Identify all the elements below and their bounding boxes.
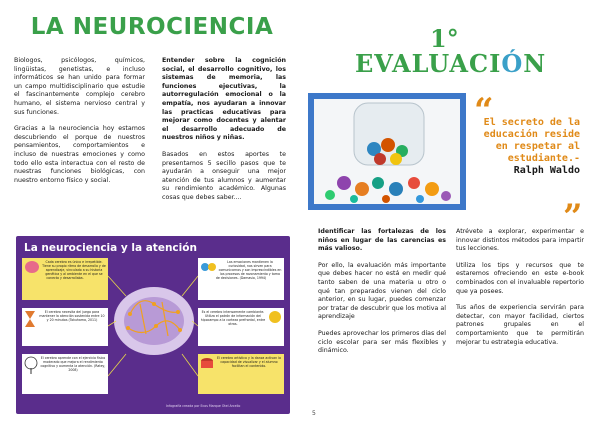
infographic-credit: Infografía creada por Ecos Marque Otel Arcelio (166, 404, 241, 408)
info-box-attention-time: El cerebro necesita del juego para mantener la atención sostenida entre 10 y 20 minutos (Tokuhama, 2011) (22, 308, 108, 346)
left-column-2 (162, 57, 286, 211)
paragraph-bold: Identificar las fortalezas de los niños en lugar de las carencias es más valioso. (318, 228, 446, 253)
info-box-art: El cerebro artístico y la danza activan la capacidad de visualizar y el alumno facilitan el contenido. (198, 354, 284, 394)
info-box-emotions: Las emociones mantienen la curiosidad, nos sirven para comunicarnos y son imprescindibles en los procesos de razonamiento y toma de decisiones. (Damasio, 1994) (198, 258, 284, 300)
marbles-photo-frame (308, 93, 466, 210)
paragraph-bold: Entender sobre la cognición social, el desarrollo cognitivo, los sistemas de memoria, las funciones ejecutivas, la autorregulación emocional o la empatía, nos ayudaran a innovar las practicas educativas para mejorar como docentes y alentar el desarrollo adecuado de nuestros niños y niñas. (162, 57, 286, 142)
info-box-changing-brain: Es el cerebro intensamente cambiante. Utiliza el patrón de información del hipocampo a la corteza prefrontal, entre otras. (198, 308, 284, 346)
paragraph: Tus años de experiencia servirán para detectar, con mayor facilidad, ciertos patrones grupales en el comportamiento que te permitirán mejorar tu estrategia educativa. (456, 304, 584, 346)
quote-text: El secreto de la educación reside en respetar al estudiante.- (483, 117, 580, 164)
title-accent-letter: Ó (501, 49, 524, 78)
emotion-faces-icon (200, 260, 216, 274)
quote-block (480, 117, 580, 177)
quote-open-icon: “ (474, 91, 494, 131)
section-title-evaluacion (355, 49, 555, 78)
paragraph: Gracias a la neurociencia hoy estamos descubriendo el porque de nuestros pensamientos, comportamientos e incluso de nuestras emociones y como todo ello esta interactua con el resto de nuestras funciones biológicas, con nuestro entorno físico y social. (14, 125, 145, 184)
drum-icon (200, 356, 214, 370)
quote-author: Ralph Waldo (513, 165, 580, 176)
tree-icon (24, 356, 38, 374)
brain-icon (24, 260, 40, 274)
sad-face-icon (268, 310, 282, 324)
paragraph: Atrévete a explorar, experimentar e innovar distintos métodos para impartir tus lecciones. (456, 228, 584, 253)
paragraph: Puedes aprovechar los primeros días del ciclo escolar para ser más flexibles y dinámico. (318, 329, 446, 355)
title-part: N (523, 49, 547, 78)
marbles-jar-image (314, 99, 460, 204)
paragraph: Por ello, la evaluación más importante que debes hacer no está en medir qué tanto saben de una materia u otro o qué tan preparados vienen del ciclo anterior, en su lugar, puedes comenzar por tratar de descubrir que los motiva al aprendizaje (318, 261, 446, 321)
info-box-unique-brain: Cada cerebro es único e irrepetible. Tiene su propio ritmo de desarrollo y de aprendizaje, vinculado a su historia genética y al ambiente en el que se conecta y desarrollaba. (22, 258, 108, 300)
section-number: 1° (430, 24, 459, 53)
info-box-exercise: El cerebro aprende con el ejercicio físico moderado que mejora el rendimiento cognitivo y aumenta la atención. (Ratey, 2008) (22, 354, 108, 394)
left-column-1 (14, 57, 145, 193)
hourglass-icon (24, 310, 36, 328)
right-column-2 (456, 228, 584, 355)
title-part: EVALUACI (355, 49, 502, 78)
quote-close-icon: ” (563, 197, 583, 237)
paragraph: Basados en estos aportes te presentamos 5 secillo pasos que te ayudarán a onseguir una mejor atención de tus alumnos y aumentar su rendimiento académico. Algunas cosas que debes saber.... (162, 150, 286, 201)
infographic-neurociencia-atencion (16, 236, 290, 414)
paragraph: Biologos, psicólogos, químicos, lingüistas, genetistas, e incluso informáticos se han unido para formar un campo multidisciplinario que estudie el fascinantemente complejo cerebro humano, el sistema nervioso central y sus funciones. (14, 57, 145, 116)
page-number: 5 (312, 410, 316, 417)
right-column-1 (318, 228, 446, 364)
paragraph: Utiliza los tips y recursos que te estaremos ofreciendo en este e-book combinados con el invaluable repertorio que ya posees. (456, 261, 584, 295)
infographic-title: La neurociencia y la atención (24, 242, 197, 254)
page-title-neurociencia: LA NEUROCIENCIA (30, 14, 274, 40)
